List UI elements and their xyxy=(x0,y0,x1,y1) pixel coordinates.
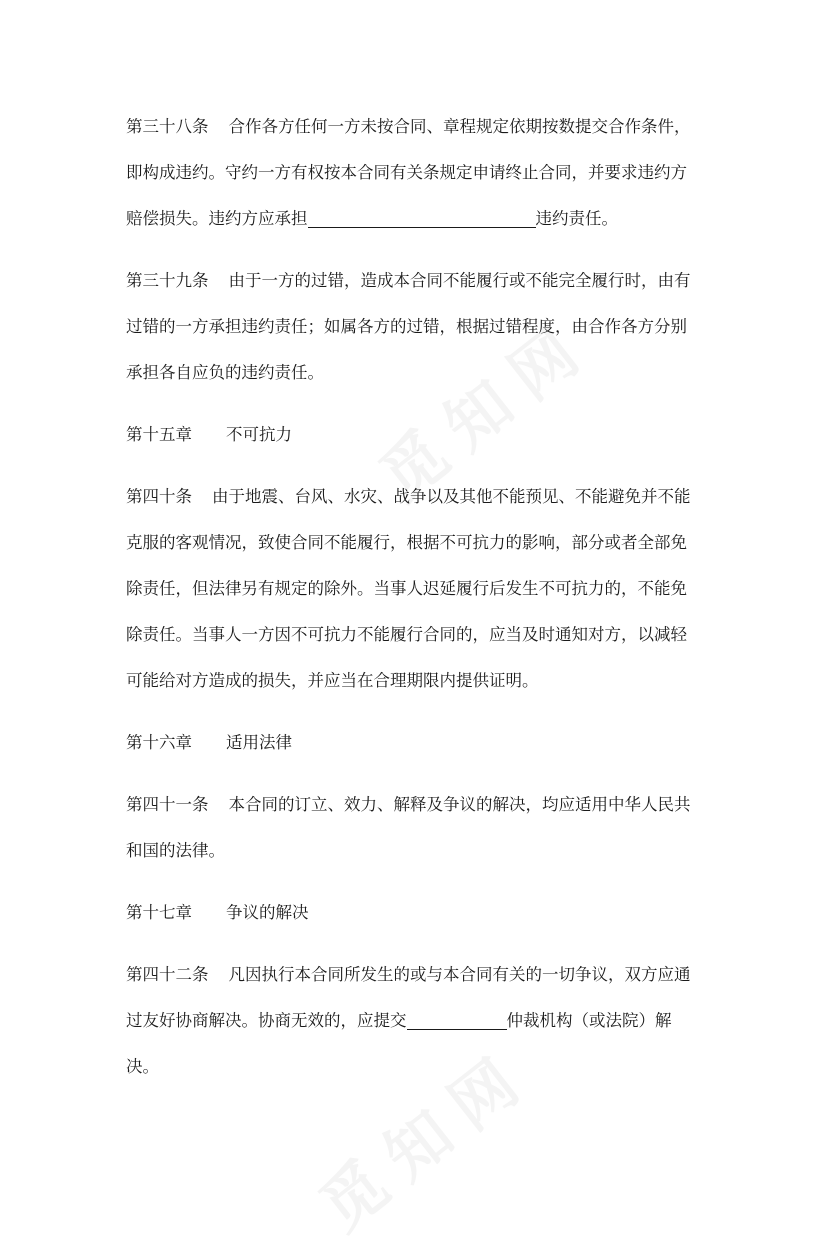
article-text: 由于地震、台风、水灾、战争以及其他不能预见、不能避免并不能 xyxy=(212,487,691,506)
chapter-label: 第十五章 xyxy=(126,425,192,444)
article-text: 过友好协商解决。协商无效的，应提交 xyxy=(126,1011,407,1030)
article-text: 本合同的订立、效力、解释及争议的解决，均应适用中华人民共 xyxy=(228,795,691,814)
fill-in-blank xyxy=(308,207,536,228)
article-text: 合作各方任何一方未按合同、章程规定依期按数提交合作条件， xyxy=(228,117,691,136)
chapter-label: 第十六章 xyxy=(126,733,192,752)
chapter-title: 不可抗力 xyxy=(226,425,292,444)
article-42 xyxy=(126,952,706,1090)
article-text: 承担各自应负的违约责任。 xyxy=(126,363,324,382)
chapter-title: 争议的解决 xyxy=(226,903,309,922)
article-text: 违约责任。 xyxy=(535,209,618,228)
article-text: 决。 xyxy=(126,1057,159,1076)
article-label: 第三十九条 xyxy=(126,271,209,290)
article-label: 第三十八条 xyxy=(126,117,209,136)
chapter-title: 适用法律 xyxy=(226,733,292,752)
article-text: 除责任。当事人一方因不可抗力不能履行合同的，应当及时通知对方，以减轻 xyxy=(126,625,687,644)
article-label: 第四十一条 xyxy=(126,795,209,814)
article-text: 由于一方的过错，造成本合同不能履行或不能完全履行时，由有 xyxy=(228,271,691,290)
article-text: 即构成违约。守约一方有权按本合同有关条规定申请终止合同，并要求违约方 xyxy=(126,163,687,182)
article-39 xyxy=(126,258,706,396)
article-text: 凡因执行本合同所发生的或与本合同有关的一切争议，双方应通 xyxy=(228,965,691,984)
article-text: 可能给对方造成的损失，并应当在合理期限内提供证明。 xyxy=(126,671,539,690)
document-body xyxy=(126,104,706,1106)
fill-in-blank xyxy=(407,1009,507,1030)
article-text: 赔偿损失。违约方应承担 xyxy=(126,209,308,228)
chapter-16-heading xyxy=(126,720,706,766)
chapter-15-heading xyxy=(126,412,706,458)
article-41 xyxy=(126,782,706,874)
article-label: 第四十二条 xyxy=(126,965,209,984)
article-text: 和国的法律。 xyxy=(126,841,225,860)
chapter-label: 第十七章 xyxy=(126,903,192,922)
article-label: 第四十条 xyxy=(126,487,192,506)
article-text: 克服的客观情况，致使合同不能履行，根据不可抗力的影响，部分或者全部免 xyxy=(126,533,687,552)
article-text: 过错的一方承担违约责任；如属各方的过错，根据过错程度，由合作各方分别 xyxy=(126,317,687,336)
article-text: 除责任，但法律另有规定的除外。当事人迟延履行后发生不可抗力的，不能免 xyxy=(126,579,687,598)
chapter-17-heading xyxy=(126,890,706,936)
article-text: 仲裁机构（或法院）解 xyxy=(506,1011,672,1030)
article-40 xyxy=(126,474,706,704)
article-38 xyxy=(126,104,706,242)
